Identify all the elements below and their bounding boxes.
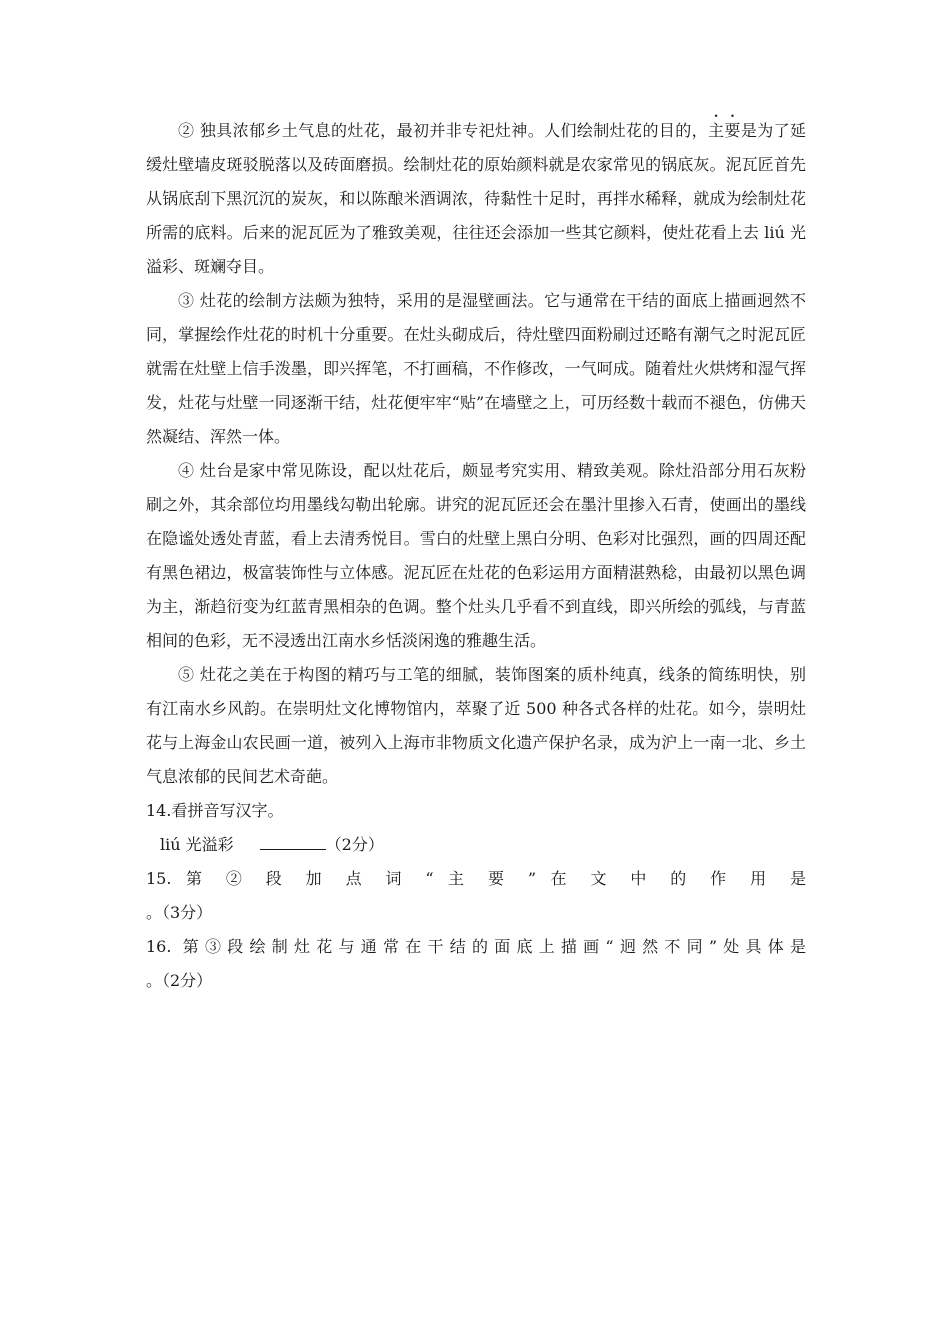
question-16-line1: 16. 第③段绘制灶花与通常在干结的面底上描画“迥然不同”处具体是 <box>146 937 806 956</box>
emphasized-word: 主要 <box>708 121 741 140</box>
paragraph-4: ④ 灶台是家中常见陈设，配以灶花后，颇显考究实用、精致美观。除灶沿部分用石灰粉刷之外，其余部位均用墨线勾勒出轮廓。讲究的泥瓦匠还会在墨汁里掺入石青，使画出的墨线在隐谧处透处青蓝，看上去清秀悦目。雪白的灶壁上黑白分明、色彩对比强烈，画的四周还配有黑色裙边，极富装饰性与立体感。泥瓦匠在灶花的色彩运用方面精湛熟稔，由最初以黑色调为主，渐趋衍变为红蓝青黑相杂的色调。整个灶头几乎看不到直线，即兴所绘的弧线，与青蓝相间的色彩，无不浸透出江南水乡恬淡闲逸的雅趣生活。 <box>146 461 806 650</box>
answer-blank-14[interactable] <box>260 831 326 850</box>
question-15-line2: 。（3分） <box>146 903 213 922</box>
question-14-prompt: liú 光溢彩 <box>160 835 234 854</box>
paragraph-3: ③ 灶花的绘制方法颇为独特，采用的是湿壁画法。它与通常在干结的面底上描画迥然不同，掌握绘作灶花的时机十分重要。在灶头砌成后，待灶壁四面粉刷过还略有潮气之时泥瓦匠就需在灶壁上信手泼墨，即兴挥笔，不打画稿，不作修改，一气呵成。随着灶火烘烤和湿气挥发，灶花与灶壁一同逐渐干结，灶花便牢牢“贴”在墙壁之上，可历经数十载而不褪色，仿佛天然凝结、浑然一体。 <box>146 291 806 446</box>
question-16-line2: 。（2分） <box>146 971 213 990</box>
paragraph-2 <box>146 112 806 284</box>
paragraph-2-text-after: 是为了延缓灶壁墙皮斑驳脱落以及砖面磨损。绘制灶花的原始颜料就是农家常见的锅底灰。泥瓦匠首先从锅底刮下黑沉沉的炭灰，和以陈酿米酒调浓，待黏性十足时，再拌水稀释，就成为绘制灶花所需的底料。后来的泥瓦匠为了雅致美观，往往还会添加一些其它颜料，使灶花看上去 liú 光溢彩、斑斓夺目。 <box>146 121 806 276</box>
exam-page <box>146 112 806 998</box>
paragraph-2-text-before: ② 独具浓郁乡土气息的灶花，最初并非专祀灶神。人们绘制灶花的目的， <box>178 121 709 140</box>
question-15-line1: 15. 第 ② 段 加 点 词 “ 主 要 ” 在 文 中 的 作 用 是 <box>146 869 806 888</box>
question-14-title: 14.看拼音写汉字。 <box>146 801 284 820</box>
question-14-line <box>146 828 806 862</box>
paragraph-5: ⑤ 灶花之美在于构图的精巧与工笔的细腻，装饰图案的质朴纯真，线条的简练明快，别有江南水乡风韵。在崇明灶文化博物馆内，萃聚了近 500 种各式各样的灶花。如今，崇明灶花与上海金山农民画一道，被列入上海市非物质文化遗产保护名录，成为沪上一南一北、乡土气息浓郁的民间艺术奇葩。 <box>146 665 806 786</box>
question-14-score: （2分） <box>325 835 384 854</box>
